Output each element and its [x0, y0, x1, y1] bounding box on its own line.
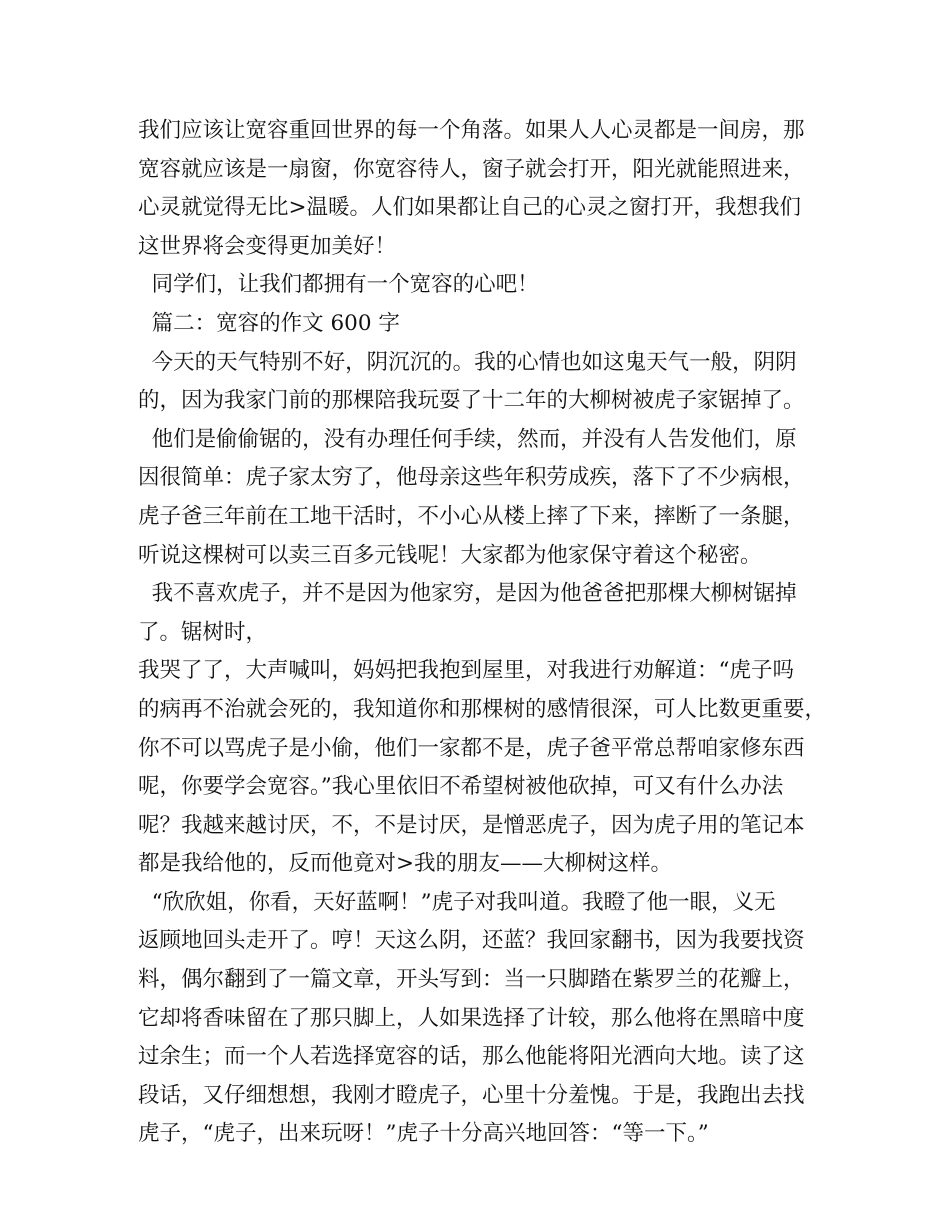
text-line: 宽容就应该是一扇窗，你宽容待人，窗子就会打开，阳光就能照进来，: [138, 156, 805, 182]
text-line: 因很简单：虎子家太穷了，他母亲这些年积劳成疾，落下了不少病根，: [138, 465, 805, 491]
text-line: 同学们，让我们都拥有一个宽容的心吧！: [138, 272, 539, 298]
text-line: 料，偶尔翻到了一篇文章，开头写到：当一只脚踏在紫罗兰的花瓣上，: [138, 967, 805, 993]
text-line: 的病再不治就会死的，我知道你和那棵树的感情很深，可人比数更重要，: [138, 696, 827, 722]
text-line: 你不可以骂虎子是小偷，他们一家都不是，虎子爸平常总帮咱家修东西: [138, 735, 805, 761]
text-line: 过余生；而一个人若选择宽容的话，那么他能将阳光洒向大地。读了这: [138, 1044, 805, 1070]
text-line: 心灵就觉得无比>温暖。人们如果都让自己的心灵之窗打开，我想我们: [138, 195, 802, 221]
text-line: 听说这棵树可以卖三百多元钱呢！大家都为他家保守着这个秘密。: [138, 542, 762, 568]
text-line: 虎子，“虎子，出来玩呀！”虎子十分高兴地回答：“等一下。”: [138, 1121, 709, 1147]
text-line: “欣欣姐，你看，天好蓝啊！”虎子对我叫道。我瞪了他一眼，义无: [138, 889, 776, 915]
essay-text: [138, 112, 827, 1154]
text-line: 返顾地回头走开了。哼！天这么阴，还蓝？我回家翻书，因为我要找资: [138, 928, 805, 954]
text-line: 我哭了了，大声喊叫，妈妈把我抱到屋里，对我进行劝解道：“虎子吗: [138, 658, 794, 684]
text-line: 了。锯树时，: [138, 619, 268, 645]
text-line: 段话，又仔细想想，我刚才瞪虎子，心里十分羞愧。于是，我跑出去找: [138, 1082, 805, 1108]
text-line: 今天的天气特别不好，阴沉沉的。我的心情也如这鬼天气一般，阴阴: [138, 349, 797, 375]
section-heading: 篇二：宽容的作文 600 字: [138, 310, 400, 336]
text-line: 的，因为我家门前的那棵陪我玩耍了十二年的大柳树被虎子家锯掉了。: [138, 388, 805, 414]
text-line: 他们是偷偷锯的，没有办理任何手续，然而，并没有人告发他们，原: [138, 426, 797, 452]
text-line: 它却将香味留在了那只脚上，人如果选择了计较，那么他将在黑暗中度: [138, 1005, 805, 1031]
text-line: 呢？我越来越讨厌，不，不是讨厌，是憎恶虎子，因为虎子用的笔记本: [138, 812, 805, 838]
text-line: 虎子爸三年前在工地干活时，不小心从楼上摔了下来，摔断了一条腿，: [138, 503, 805, 529]
text-line: 这世界将会变得更加美好！: [138, 233, 397, 259]
text-line: 我不喜欢虎子，并不是因为他家穷，是因为他爸爸把那棵大柳树锯掉: [138, 581, 797, 607]
text-line: 我们应该让宽容重回世界的每一个角落。如果人人心灵都是一间房，那: [138, 118, 805, 143]
text-line: 都是我给他的，反而他竟对>我的朋友——大柳树这样。: [138, 851, 673, 877]
text-line: 呢，你要学会宽容。”我心里依旧不希望树被他砍掉，可又有什么办法: [138, 774, 784, 800]
